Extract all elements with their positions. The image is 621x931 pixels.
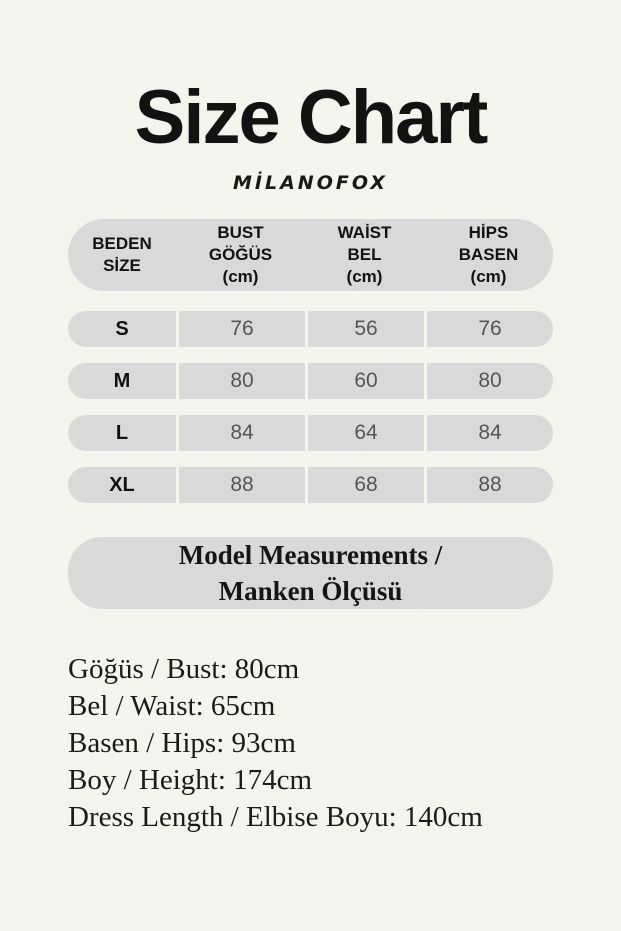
measurement-line-waist: Bel / Waist: 65cm — [68, 690, 276, 722]
header-line: GÖĞÜS — [208, 245, 273, 264]
header-line: HİPS — [468, 223, 509, 242]
measurement-line-hips: Basen / Hips: 93cm — [68, 727, 296, 759]
bust-cell: 84 — [176, 415, 305, 451]
hips-cell: 88 — [424, 467, 553, 503]
header-line: BUST — [217, 223, 264, 242]
header-line: SİZE — [103, 256, 141, 275]
waist-cell: 68 — [305, 467, 424, 503]
waist-cell: 56 — [305, 311, 424, 347]
table-row-s — [68, 311, 553, 347]
bust-cell: 80 — [176, 363, 305, 399]
size-cell: M — [113, 369, 131, 392]
banner-line-1: Model Measurements / — [178, 540, 443, 570]
page-title: Size Chart — [134, 75, 487, 160]
hips-cell: 76 — [424, 311, 553, 347]
header-line: (cm) — [346, 267, 383, 286]
banner-line-2: Manken Ölçüsü — [218, 576, 403, 606]
column-header-waist — [305, 222, 424, 288]
size-cell: S — [115, 317, 129, 340]
size-cell: L — [115, 421, 129, 444]
column-header-bust — [176, 222, 305, 288]
hips-cell: 84 — [424, 415, 553, 451]
header-line: BEL — [347, 245, 382, 264]
size-table-header-row — [68, 219, 553, 291]
brand-name: MİLANOFOX — [233, 172, 388, 194]
hips-cell: 80 — [424, 363, 553, 399]
bust-cell: 88 — [176, 467, 305, 503]
model-measurements-list — [68, 651, 621, 836]
column-header-hips — [424, 222, 553, 288]
table-row-l — [68, 415, 553, 451]
bust-cell: 76 — [176, 311, 305, 347]
waist-cell: 60 — [305, 363, 424, 399]
measurement-line-dress-length: Dress Length / Elbise Boyu: 140cm — [68, 801, 483, 833]
table-row-m — [68, 363, 553, 399]
size-cell: XL — [109, 473, 135, 496]
header-line: (cm) — [470, 267, 507, 286]
measurement-line-height: Boy / Height: 174cm — [68, 764, 313, 796]
column-header-size — [68, 233, 176, 277]
measurement-line-bust: Göğüs / Bust: 80cm — [68, 653, 300, 685]
header-line: (cm) — [222, 267, 259, 286]
header-line: BEDEN — [92, 234, 152, 253]
waist-cell: 64 — [305, 415, 424, 451]
size-table — [68, 219, 553, 503]
header-line: BASEN — [458, 245, 519, 264]
table-row-xl — [68, 467, 553, 503]
model-measurements-banner — [68, 537, 553, 609]
header-line: WAİST — [337, 223, 392, 242]
